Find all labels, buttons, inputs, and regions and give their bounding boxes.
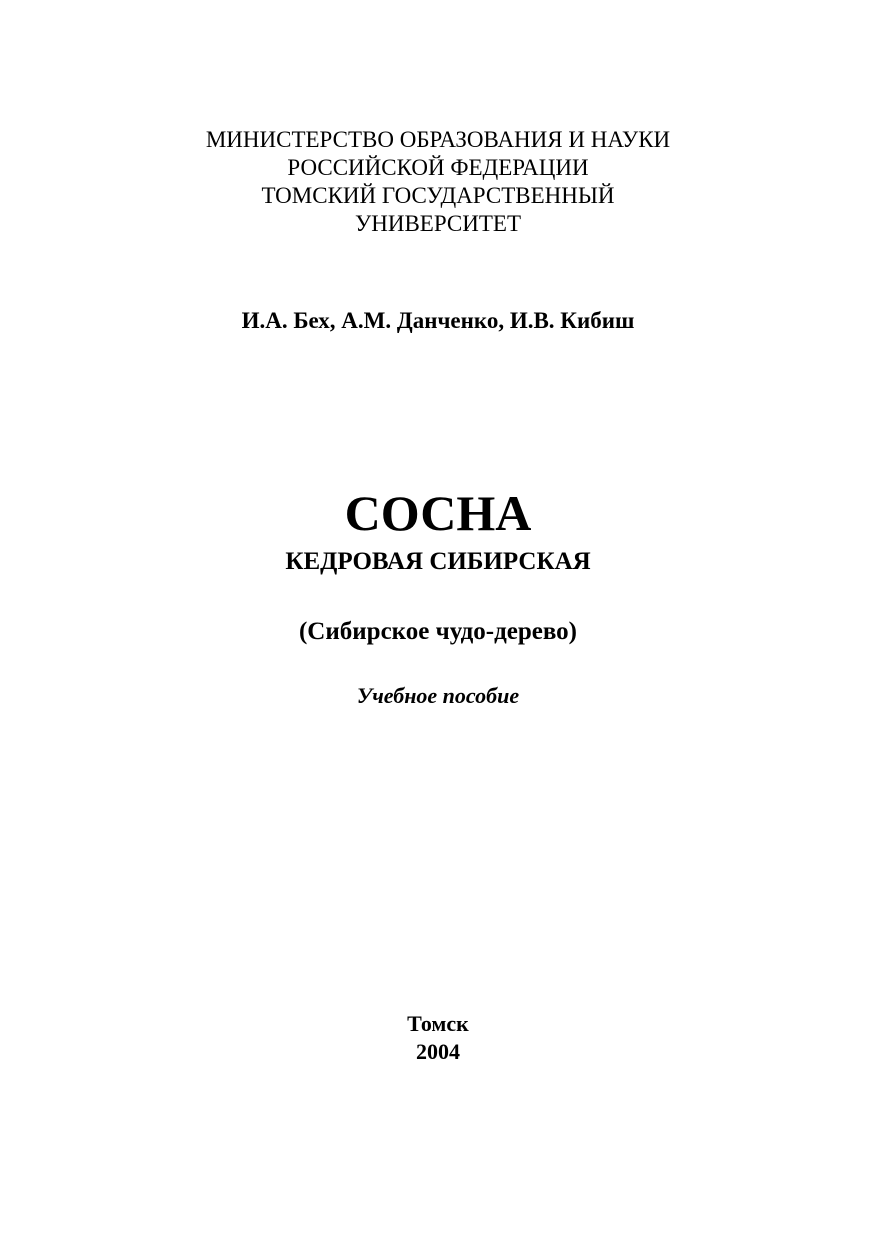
imprint-city: Томск [407,1011,469,1036]
authors: И.А. Бех, А.М. Данченко, И.В. Кибиш [241,308,635,333]
document-type: Учебное пособие [356,683,520,708]
book-alt-title: (Сибирское чудо-дерево) [298,618,577,645]
imprint-year: 2004 [416,1039,460,1064]
book-subtitle: КЕДРОВАЯ СИБИРСКАЯ [285,548,591,575]
ministry-line: ТОМСКИЙ ГОСУДАРСТВЕННЫЙ [261,183,615,208]
ministry-line: РОССИЙСКОЙ ФЕДЕРАЦИИ [287,155,589,180]
ministry-header [0,126,876,238]
ministry-line: МИНИСТЕРСТВО ОБРАЗОВАНИЯ И НАУКИ [205,127,671,152]
ministry-line: УНИВЕРСИТЕТ [354,211,522,236]
imprint [0,1010,876,1066]
book-title: СОСНА [344,485,532,541]
